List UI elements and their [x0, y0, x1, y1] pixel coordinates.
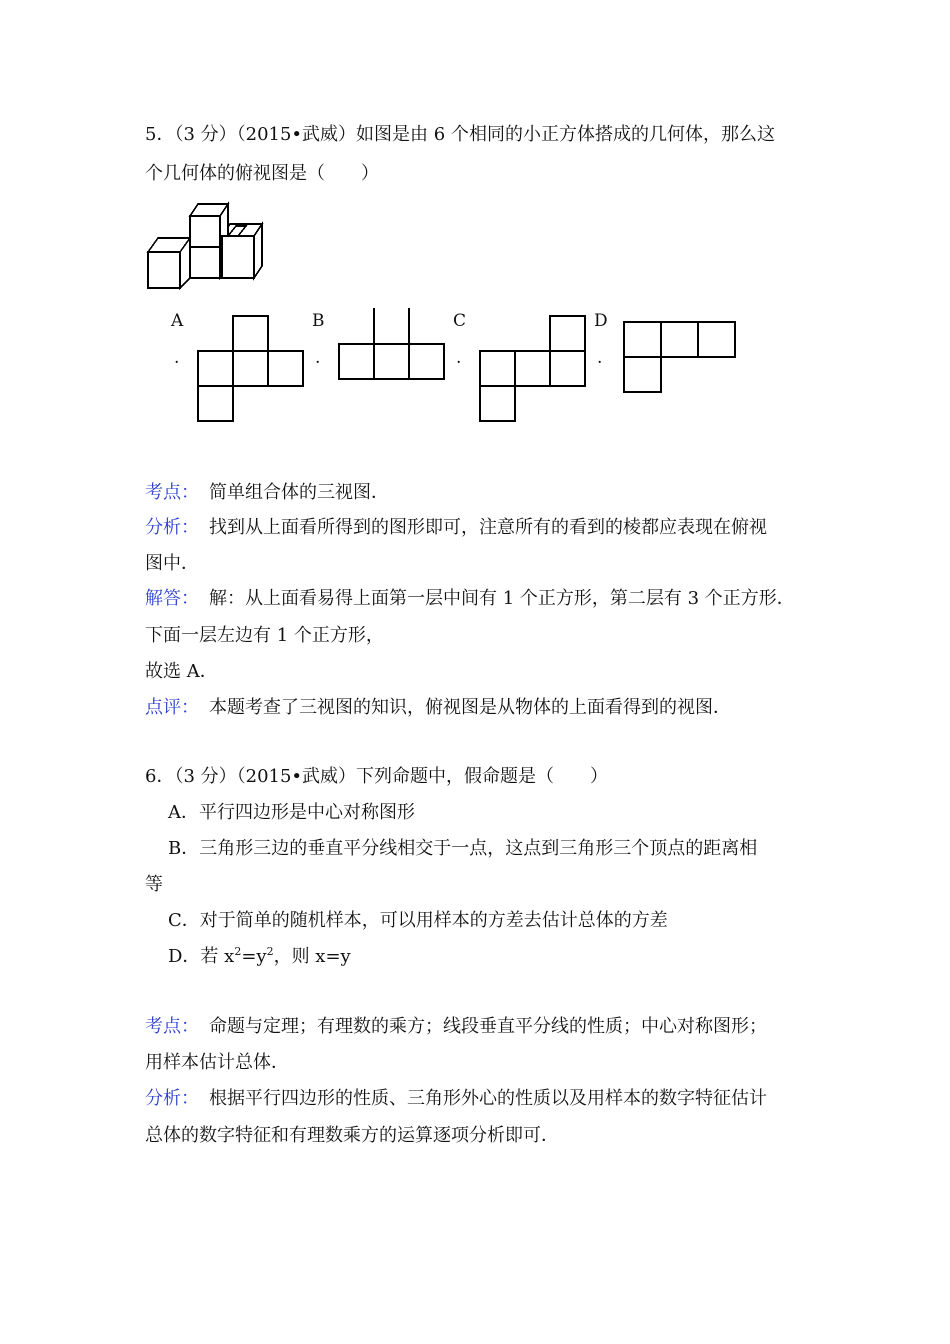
q5-option-b-label: B: [312, 311, 325, 331]
q6-option-d-exp1: 2: [234, 945, 242, 958]
q5-kaodian-label: 考点：: [145, 482, 199, 503]
q6-option-d-mid: =y: [241, 946, 267, 967]
q5-option-a-dot: .: [174, 348, 180, 368]
q5-kaodian: [145, 481, 389, 505]
q5-dianping: [145, 696, 731, 720]
q5-jieda-text-2: 下面一层左边有 1 个正方形，: [145, 625, 384, 646]
q6-option-b-line1: B．三角形三边的垂直平分线相交于一点，这点到三角形三个顶点的距离相: [168, 838, 758, 859]
q6-kaodian-text-2: 用样本估计总体．: [145, 1052, 289, 1073]
q5-option-b-dot: .: [315, 348, 321, 368]
q5-stem-line1: 5．（3 分）（2015•武威）如图是由 6 个相同的小正方体搭成的几何体，那么这: [145, 124, 775, 145]
q5-dianping-text: 本题考查了三视图的知识，俯视图是从物体的上面看得到的视图．: [209, 697, 731, 718]
q5-option-c-figure: [478, 314, 590, 426]
q6-stem: 6．（3 分）（2015•武威）下列命题中，假命题是（ ）: [145, 766, 609, 787]
q6-kaodian-label: 考点：: [145, 1016, 199, 1037]
q6-fenxi-text-2: 总体的数字特征和有理数乘方的运算逐项分析即可．: [145, 1125, 559, 1146]
q5-jieda-text-1: 解：从上面看易得上面第一层中间有 1 个正方形，第二层有 3 个正方形．: [209, 588, 795, 609]
q5-fenxi-text-1: 找到从上面看所得到的图形即可，注意所有的看到的棱都应表现在俯视: [209, 517, 767, 538]
q5-dianping-label: 点评：: [145, 697, 199, 718]
q6-kaodian: [145, 1015, 767, 1039]
q6-option-b-line2: 等: [145, 874, 163, 895]
q5-option-c-dot: .: [456, 348, 462, 368]
q5-jieda: [145, 587, 795, 611]
q6-option-c: C．对于简单的随机样本，可以用样本的方差去估计总体的方差: [168, 910, 668, 931]
q5-option-d-dot: .: [597, 348, 603, 368]
q6-option-a: A．平行四边形是中心对称图形: [168, 802, 415, 823]
q6-option-d-suffix: ，则 x=y: [273, 946, 351, 967]
q5-fenxi-text-2: 图中．: [145, 553, 199, 574]
q6-kaodian-text-1: 命题与定理；有理数的乘方；线段垂直平分线的性质；中心对称图形；: [209, 1016, 767, 1037]
q5-option-d-label: D: [594, 311, 608, 331]
q5-jieda-label: 解答：: [145, 588, 199, 609]
q5-option-a-figure: [196, 314, 308, 426]
q5-option-a-label: A: [171, 311, 184, 331]
q6-option-d-exp2: 2: [266, 945, 274, 958]
q5-kaodian-text: 简单组合体的三视图．: [209, 482, 389, 503]
q5-solid-figure: [140, 198, 270, 293]
q6-fenxi: [145, 1087, 767, 1111]
q5-stem-line2: 个几何体的俯视图是（ ）: [145, 163, 379, 184]
q5-option-b-figure: [337, 306, 449, 384]
q6-fenxi-label: 分析：: [145, 1088, 199, 1109]
q6-option-d-prefix: D．若 x: [168, 946, 235, 967]
q6-option-d: [168, 945, 351, 969]
q5-fenxi-label: 分析：: [145, 517, 199, 538]
q6-fenxi-text-1: 根据平行四边形的性质、三角形外心的性质以及用样本的数字特征估计: [209, 1088, 767, 1109]
q5-option-d-figure: [622, 320, 740, 398]
q5-fenxi: [145, 516, 767, 540]
q5-option-c-label: C: [453, 311, 467, 331]
q5-jieda-text-3: 故选 A．: [145, 661, 218, 682]
